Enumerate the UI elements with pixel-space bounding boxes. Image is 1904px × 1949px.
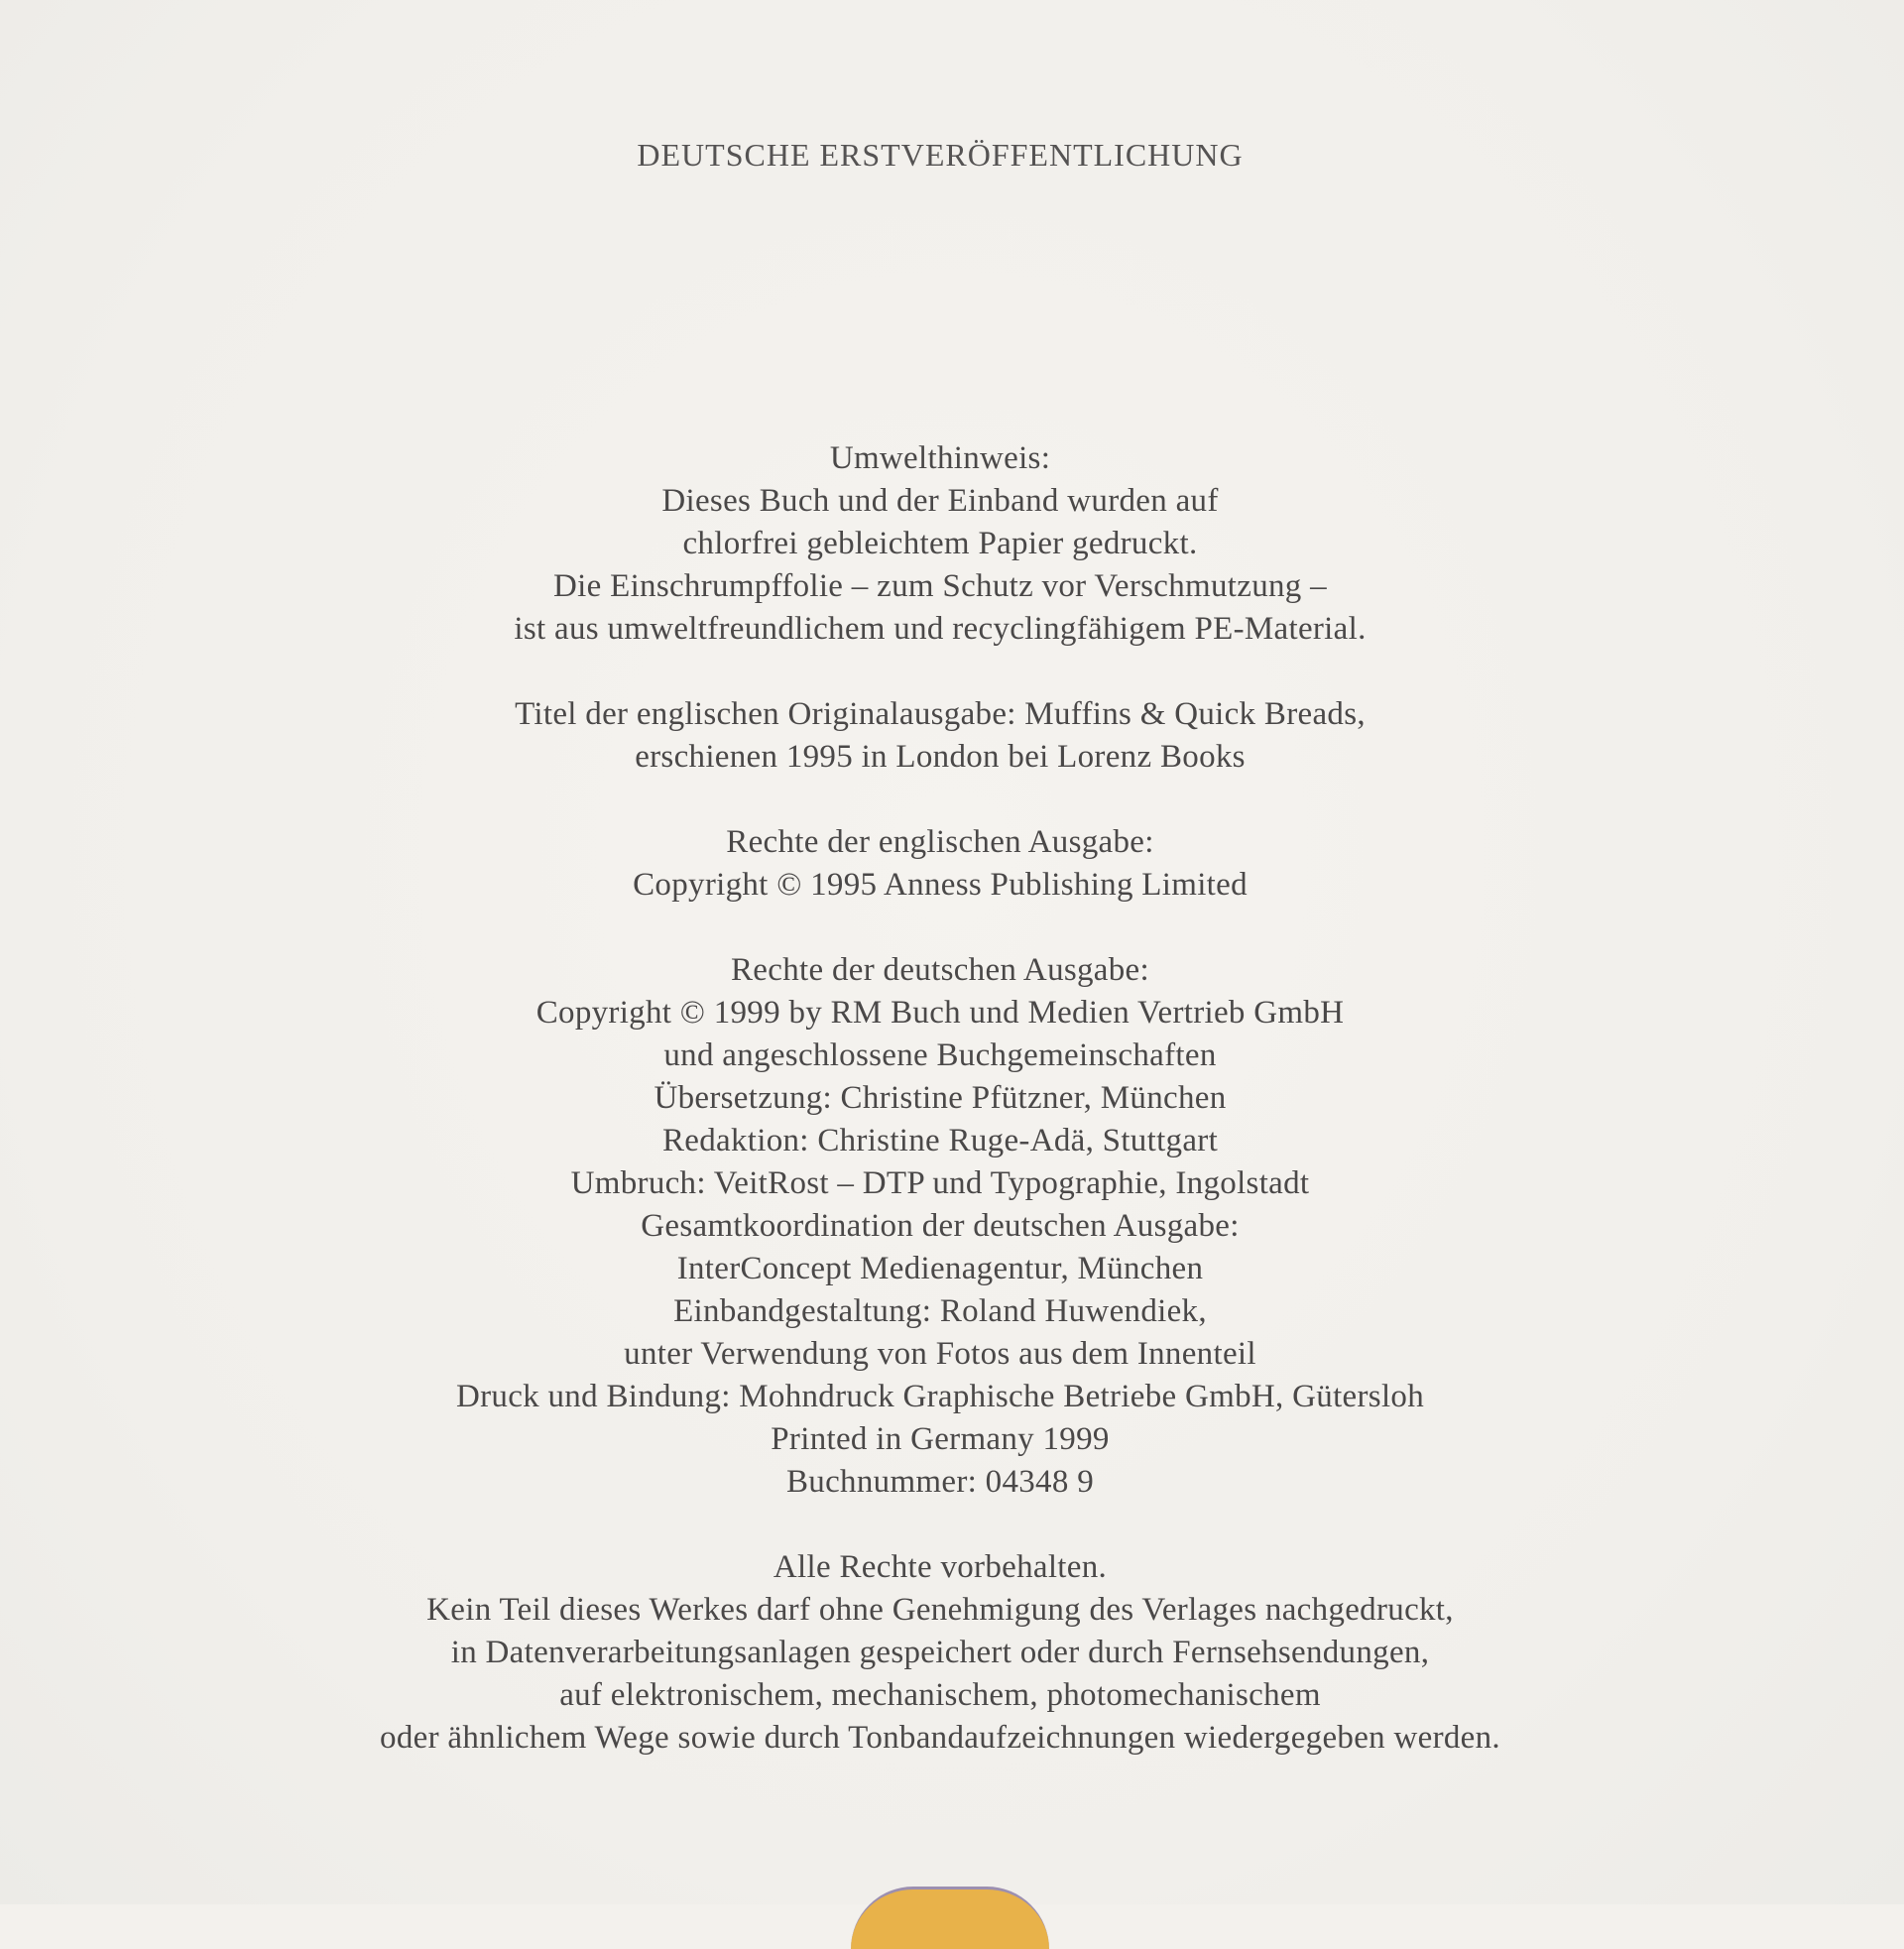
text-line: Rechte der englischen Ausgabe: <box>726 824 1154 860</box>
text-line: Übersetzung: Christine Pfützner, München <box>654 1080 1227 1116</box>
text-line: InterConcept Medienagentur, München <box>676 1251 1204 1286</box>
environment-notice <box>0 437 1880 651</box>
legal-notice <box>0 1546 1880 1760</box>
text-line: Umbruch: VeitRost – DTP und Typographie, Ingolstadt <box>570 1165 1310 1201</box>
text-line: erschienen 1995 in London bei Lorenz Books <box>635 739 1246 775</box>
text-line: Die Einschrumpffolie – zum Schutz vor Verschmutzung – <box>553 568 1327 604</box>
text-line: Umwelthinweis: <box>829 440 1051 476</box>
text-line: Redaktion: Christine Ruge-Adä, Stuttgart <box>661 1123 1219 1158</box>
text-line: Rechte der deutschen Ausgabe: <box>731 952 1149 988</box>
text-line: Buchnummer: 04348 9 <box>786 1464 1094 1500</box>
english-rights <box>0 821 1880 907</box>
text-line: und angeschlossene Buchgemeinschaften <box>663 1037 1217 1073</box>
text-line: Gesamtkoordination der deutschen Ausgabe: <box>641 1208 1240 1244</box>
text-line: unter Verwendung von Fotos aus dem Innenteil <box>624 1336 1256 1372</box>
text-line: Titel der englischen Originalausgabe: Muffins & Quick Breads, <box>515 696 1366 732</box>
text-line: chlorfrei gebleichtem Papier gedruckt. <box>682 526 1198 561</box>
page-heading: DEUTSCHE ERSTVERÖFFENTLICHUNG <box>637 137 1244 173</box>
text-line: Dieses Buch und der Einband wurden auf <box>661 483 1219 519</box>
text-line: oder ähnlichem Wege sowie durch Tonbandaufzeichnungen wiedergegeben werden. <box>380 1720 1500 1756</box>
text-line: Kein Teil dieses Werkes darf ohne Genehmigung des Verlages nachgedruckt, <box>426 1592 1454 1628</box>
text-line: auf elektronischem, mechanischem, photomechanischem <box>559 1677 1321 1713</box>
text-line: in Datenverarbeitungsanlagen gespeichert oder durch Fernsehsendungen, <box>450 1635 1430 1670</box>
german-rights <box>0 949 1880 1504</box>
text-line: Einbandgestaltung: Roland Huwendiek, <box>673 1293 1207 1329</box>
text-line: Printed in Germany 1999 <box>771 1421 1110 1457</box>
text-line: Alle Rechte vorbehalten. <box>773 1549 1108 1585</box>
publisher-logo-edge <box>851 1887 1049 1949</box>
original-title-notice <box>0 693 1880 779</box>
text-line: Druck und Bindung: Mohndruck Graphische Betriebe GmbH, Gütersloh <box>455 1379 1425 1414</box>
text-line: Copyright © 1995 Anness Publishing Limited <box>633 867 1248 903</box>
text-line: Copyright © 1999 by RM Buch und Medien Vertrieb GmbH <box>536 995 1345 1031</box>
text-line: ist aus umweltfreundlichem und recyclingfähigem PE-Material. <box>514 611 1367 647</box>
